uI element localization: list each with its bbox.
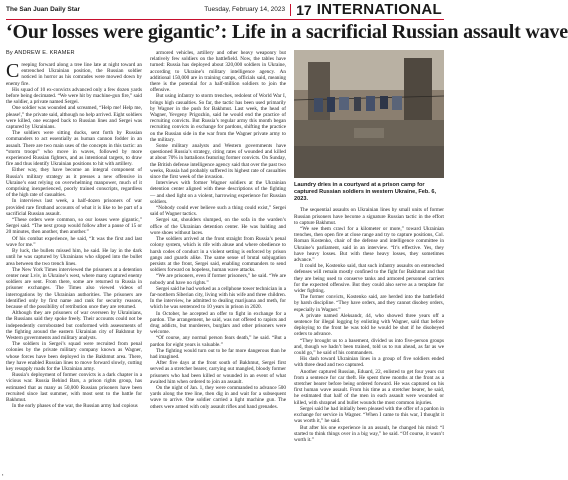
body-paragraph (6, 198, 142, 217)
paragraph-text: Sergei said he had worked as a cellphone tower technician in a far-northern Siberian city, living with his wife and three children. In the interview, he admitted to dealing marijuana and meth, for which he was sentenced to 10 years in prison in 2020. (150, 285, 286, 311)
body-paragraph (150, 360, 286, 385)
body-paragraph (6, 167, 142, 198)
body-paragraph (294, 294, 444, 313)
body-paragraph (150, 385, 286, 410)
paragraph-text: reeping forward along a tree line late at night toward an entrenched Ukrainian position, the Russian soldier noticed in horror as his comrades were mowed down by enemy fire. (6, 62, 142, 87)
body-paragraph (150, 236, 286, 273)
publication-name: The San Juan Daily Star (6, 6, 81, 13)
masthead (0, 0, 450, 19)
paragraph-text: After five days at the front south of Bakhmut, Sergei first served as a stretcher bearer, carrying out mangled, bloody former prisoners who had been killed or wounded in an event of what awaited him when ordered to join an assault. (150, 360, 286, 385)
paragraph-text: The soldiers were sitting ducks, sent forth by Russian commanders to act essentially as human cannon fodder in an assault. There are two main uses of the concepts in this tactic: an “storm troops” who move in waves, followed by more experienced Russian fighters, and as intentional targets, to draw fire and thus identify Ukrainian positions to hit with artillery. (6, 130, 142, 168)
body-paragraph (6, 341, 142, 372)
headline: ‘Our losses were gigantic’: Life in a sacrificial Russian assault wave (6, 21, 568, 43)
body-paragraph (150, 286, 286, 311)
body-paragraph (6, 130, 142, 167)
body-paragraph (150, 335, 286, 347)
paragraph-text: The fighting would turn out to be far more dangerous than he had imagined. (150, 347, 286, 360)
masthead-right (204, 1, 442, 18)
paragraph-text: Either way, they have become an integral component of Russia’s military strategy as it presses a new offensive in Ukraine’s east relying on overwhelming manpower, much of it comprising inexperienced, poorly trained conscripts, regardless of the high rate of casualties. (6, 167, 142, 199)
paragraph-text: “Nobody could ever believe such a thing could exist,” Sergei said of Wagner tactics. (150, 205, 286, 218)
paragraph-text: Russia’s deployment of former convicts is a dark chapter in a vicious war. Russia Behind Bars, a prison rights group, has estimated that as many as 50,000 Russian prisoners have been recruited since last summer, with most sent to the battle for Bakhmut. (6, 372, 142, 403)
body-paragraph (294, 369, 444, 406)
body-paragraph (6, 403, 142, 409)
paragraph-text: Although they are prisoners of war overseen by Ukrainians, the Russians said they spoke freely. Their accounts could not be independently corroborated but conformed with assessments of the fighting around the eastern Ukrainian city of Bakhmut by Western governments and military analysts. (6, 310, 142, 341)
column-1 (6, 50, 142, 474)
body-paragraph (6, 105, 142, 130)
paragraph-text: The sequential assaults on Ukrainian lines by small units of former Russian prisoners have become a signature Russian tactic in the effort to capture Bakhmut. (294, 207, 444, 226)
body-paragraph (6, 87, 142, 106)
paragraph-text: His dash toward Ukrainian lines in a group of five soldiers ended with three dead and two captured. (294, 356, 444, 369)
body-paragraph (6, 267, 142, 310)
paragraph-text: In October, he accepted an offer to fight in exchange for a pardon. The arrangement, he said, was not offered to rapists and drug addicts, but murderers, burglars and other prisoners were welcome. (150, 310, 286, 336)
body-paragraph (294, 313, 444, 338)
paragraph-text: On the night of Jan. 1, they were commanded to advance 500 yards along the tree line, then dig in and wait for a subsequent wave to arrive. One soldier carried a light machine gun. The others were armed with only assault rifles and hand grenades. (150, 384, 286, 410)
byline: By ANDREW E. KRAMER (6, 50, 75, 56)
paragraph-text: The soldiers arrived at the front straight from Russia’s penal colony system, which is rife with abuse and where obedience to harsh codes of conduct in a violent setting is enforced by prison gangs and guards alike. The same sense of brutal subjugation persists at the front, Sergei said, enabling commanders to send soldiers forward on hopeless, human wave attacks. (150, 236, 286, 274)
body-paragraph (150, 217, 286, 236)
body-paragraph (294, 263, 444, 294)
paragraph-text: armored vehicles, artillery and other heavy weaponry but relatively few soldiers on the battlefield. Now, the tables have turned: Russia has deployed about 320,000 soldiers in Ukraine, according to Ukraine’s military intelligence agency. An additional 150,000 are in training camps, officials said, meaning there is the potential for a half-million soldiers to join the offensive. (150, 50, 286, 94)
paragraph-text: The New York Times interviewed the prisoners at a detention center near Lviv, in Ukraine’s west, where many captured enemy soldiers are sent. From there, some are returned to Russia in prisoner exchanges. The Times also viewed videos of interrogations by the Ukrainian authorities. The prisoners are identified only by first name and rank for security reasons, because of the possibility of retribution once they are returned. (6, 266, 142, 310)
paragraph-text: Sergei sat, shoulders slumped, on the sofa in the warden’s office of the Ukrainian detention center. He was balding and wore shoes without laces. (150, 217, 286, 236)
column-2 (150, 50, 286, 474)
paragraph-text: Sergei said he had initially been pleased with the offer of a pardon in exchange for service in Wagner. “When I came to this war, I thought it was worth it,” he said. (294, 405, 444, 425)
paragraph-text: In interviews last week, a half-dozen prisoners of war provided rare firsthand accounts of what it is like to be part of a sacrificial Russian assault. (6, 198, 142, 217)
body-paragraph (6, 217, 142, 236)
prison-camp-photo (294, 50, 444, 178)
paragraph-text: The former convicts, Kostenko said, are herded into the battlefield by harsh discipline. “They have orders, and they cannot disobey orders, especially in Wagner.” (294, 294, 444, 313)
section-name: INTERNATIONAL (316, 1, 442, 18)
paragraph-text: Some military analysts and Western governments have questioned Russia’s strategy, citing rates of wounded and killed at about 70% in battalions featuring former convicts. On Sunday, the British defense intelligence agency said that over the past two weeks, Russia had probably suffered its highest rate of casualties since the first week of the invasion. (150, 143, 286, 181)
issue-date: Tuesday, February 14, 2023 (204, 6, 286, 13)
paragraph-text: “We see them crawl for a kilometer or more,” toward Ukrainian trenches, then open fire at close range and try to capture positions, Col. Roman Kostenko, chair of the defense and intelligence committee in Ukraine’s parliament, said in an interview. “It’s effective. Yes, they have heavy losses. But with these heavy losses, they sometimes advance.” (294, 226, 444, 264)
body-paragraph (150, 143, 286, 180)
body-paragraph (150, 205, 286, 217)
paragraph-text: It could be, Kostenko said, that such infantry assaults on entrenched defenses will remain mostly confined to the fight for Bakhmut and that they are being used to conserve tanks and armored personnel carriers for the expected offensive. But they could also serve as a template for wider fighting. (294, 263, 444, 295)
paragraph-text: “Of course, any normal person fears death,” he said. “But a pardon for eight years is valuable.” (150, 335, 286, 348)
body-paragraph (6, 62, 142, 87)
paragraph-text: Interviews with former Wagner soldiers at the Ukrainian detention center aligned with these descriptions of the fighting — and shed light on a violent, harrowing experience for Russian soldiers. (150, 180, 286, 205)
paragraph-text: But using infantry to storm trenches, redolent of World War I, brings high casualties. So far, the tactic has been used primarily by Wagner in the push for Bakhmut. Last week, the head of Wagner, Yevgeny Prigozhin, said he would end the practice of recruiting convicts. But Russia’s regular army this month began recruiting convicts in exchange for pardons, shifting the practice on the Russian side in the war from the Wagner private army to the military. (150, 93, 286, 143)
paragraph-text: In the early phases of the war, the Russian army had copious (12, 403, 138, 410)
body-paragraph (6, 310, 142, 341)
body-paragraph (150, 348, 286, 360)
body-paragraph (294, 406, 444, 425)
paragraph-text: “They brought us to a basement, divided us into five-person groups and, though we hadn’t been trained, told us to run ahead, as far as we could go,” he said of his commanders. (294, 337, 444, 357)
page-number: 17 (296, 1, 312, 18)
body-paragraph (294, 356, 444, 368)
body-paragraph (294, 207, 444, 226)
body-paragraph (294, 338, 444, 357)
body-paragraph (150, 180, 286, 205)
page-footer-mark: ▪ (2, 472, 4, 477)
column-2-body (150, 50, 286, 410)
paragraph-text: His squad of 10 ex-convicts advanced only a few dozen yards before being decimated. “We were hit by machine-gun fire,” said the soldier, a private named Sergei. (6, 86, 142, 106)
body-paragraph (150, 50, 286, 93)
body-paragraph (150, 273, 286, 285)
paragraph-text: The soldiers in Sergei’s squad were recruited from penal colonies by the private military company known as Wagner, whose forces have been deployed in the Bakhmut area. There, they have enabled Russian lines to move forward slowly, cutting key resupply roads for the Ukrainian army. (6, 341, 142, 372)
drop-cap: C (6, 60, 20, 82)
body-paragraph (294, 425, 444, 444)
paragraph-text: Another captured Russian, Eduard, 22, enlisted to get four years cut from a sentence for car theft. He spent three months at the front as a stretcher bearer before being ordered forward. He was captured on his first human wave assault. From his time as a stretcher bearer, he said, he estimated that half of the men in each assault were wounded or killed, with shrapnel and bullet wounds the most common injuries. (294, 368, 444, 406)
photo-caption: Laundry dries in a courtyard at a prison camp for captured Russian soldiers in western Ukraine, Feb. 6, 2023. (294, 182, 437, 202)
paragraph-text: “These orders were common, so our losses were gigantic,” Sergei said. “The next group would follow after a pause of 15 or 20 minutes, then another, then another.” (6, 217, 142, 236)
body-paragraph (150, 311, 286, 336)
paragraph-text: One soldier was wounded and screamed, “Help me! Help me, please!,” the private said, although no help arrived. Eight soldiers were killed, one escaped back to Russian lines and Sergei was captured by Ukrainians. (6, 105, 142, 131)
paragraph-text: A private named Aleksandr, 44, who showed three years off a sentence for illegal logging by enlisting with Wagner, said that before deploying to the front he was told he would be shot if he disobeyed orders to advance. (294, 312, 444, 338)
column-1-body (6, 62, 142, 409)
paragraph-text: By luck, the bullets missed him, he said. He lay in the dark until he was captured by Ukrainians who slipped into the bullet area between the two trench lines. (6, 248, 142, 267)
column-3 (294, 50, 444, 474)
paragraph-text: But after his one experience in an assault, he changed his mind: “I started to think things over in a big way,” he said. “Of course, it wasn’t worth it.” (294, 424, 444, 443)
body-paragraph (6, 372, 142, 403)
body-paragraph (6, 236, 142, 248)
column-3-body (294, 207, 444, 443)
body-paragraph (6, 248, 142, 267)
body-paragraph (294, 226, 444, 263)
body-paragraph (150, 93, 286, 143)
page-number-divider (290, 4, 291, 16)
paragraph-text: “We are prisoners, even if former prisoners,” he said. “We are nobody and have no rights.” (150, 273, 286, 286)
paragraph-text: Of his combat experience, he said, “It was the first and last wave for me.” (6, 235, 142, 248)
